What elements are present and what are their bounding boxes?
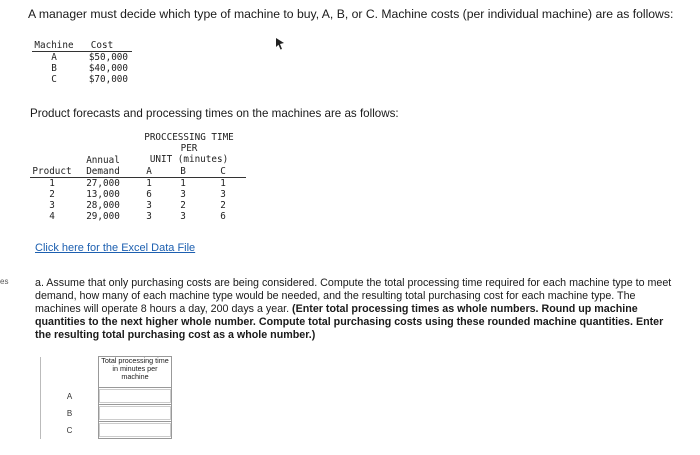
cell: 27,000: [86, 178, 120, 189]
table-row: [41, 405, 172, 422]
mouse-cursor-icon: [272, 37, 286, 51]
cell: 3: [49, 200, 55, 211]
header-annual: Annual: [86, 155, 120, 166]
processing-time-input-a[interactable]: [99, 389, 171, 403]
table-row: [41, 388, 172, 405]
table-row: [30, 211, 246, 222]
cell: 2: [220, 200, 226, 211]
cost-value-cell: $70,000: [88, 74, 128, 85]
cell: 13,000: [86, 189, 120, 200]
header-c: C: [220, 166, 226, 177]
product-table-header: [30, 166, 246, 178]
cell: 6: [220, 211, 226, 222]
cell: 3: [146, 211, 152, 222]
empty-cell: [41, 357, 99, 388]
cell: 1: [146, 178, 152, 189]
table-row: [30, 200, 246, 211]
intro-text: A manager must decide which type of machine to buy, A, B, or C. Machine costs (per individual machine) are as follows:: [28, 7, 674, 21]
cell: 2: [180, 200, 186, 211]
cell: 29,000: [86, 211, 120, 222]
processing-title-line1: PROCCESSING TIME PER: [144, 132, 234, 154]
table-row: [41, 422, 172, 439]
cost-header-machine: Machine: [34, 40, 74, 51]
question-text: [35, 277, 680, 342]
answer-cell: [99, 405, 172, 422]
cost-value-cell: $40,000: [88, 63, 128, 74]
cell: 3: [180, 211, 186, 222]
answer-table-header-row: [41, 357, 172, 388]
product-table-annual-row: [30, 155, 246, 166]
header-a: A: [146, 166, 152, 177]
question-normal: a. Assume that only purchasing costs are being considered. Compute the total processing time required for each machine type to meet demand, how many of each machine type would be needed, and the resulting total purchasing cost for each machine type. The machines will operate 8 hours a day, 200 days a year.: [35, 277, 672, 315]
cell: 28,000: [86, 200, 120, 211]
cell: 1: [220, 178, 226, 189]
cost-machine-cell: C: [51, 74, 57, 85]
answer-cell: [99, 388, 172, 405]
table-row: [30, 189, 246, 200]
product-table: [30, 155, 246, 222]
cell: 6: [146, 189, 152, 200]
answer-table: [40, 356, 172, 439]
cost-value-cell: $50,000: [88, 52, 128, 63]
forecast-text: Product forecasts and processing times on the machines are as follows:: [30, 107, 399, 120]
cell: 1: [180, 178, 186, 189]
answer-cell: [99, 422, 172, 439]
header-product: Product: [32, 166, 72, 177]
cost-header-cost: Cost: [90, 40, 114, 51]
cell: 3: [180, 189, 186, 200]
cost-table-body: [32, 52, 128, 85]
question-instructions: (Enter total processing times as whole numbers. Round up machine quantities to the next higher whole number. Compute total purchasing costs using these rounded machine quantities. Enter the resulting total purchasing cost as a whole number.): [35, 303, 664, 341]
cost-machine-cell: B: [51, 63, 57, 74]
cell: 3: [220, 189, 226, 200]
cell: 4: [49, 211, 55, 222]
row-label-b: B: [41, 405, 99, 422]
processing-time-input-b[interactable]: [99, 406, 171, 420]
header-demand: Demand: [86, 166, 120, 177]
excel-data-file-link[interactable]: Click here for the Excel Data File: [35, 242, 196, 254]
processing-time-input-c[interactable]: [99, 423, 171, 437]
cell: 2: [49, 189, 55, 200]
processing-title-line2: UNIT (minutes): [149, 154, 229, 165]
row-label-a: A: [41, 388, 99, 405]
header-total-processing-time: Total processing time in minutes per machine: [99, 357, 172, 388]
table-row: [30, 178, 246, 189]
cell: 3: [146, 200, 152, 211]
table-row: [32, 52, 128, 63]
cost-table-header: [32, 40, 132, 52]
row-label-c: C: [41, 422, 99, 439]
table-row: [32, 74, 128, 85]
cell: 1: [49, 178, 55, 189]
edge-label: es: [0, 277, 9, 286]
cost-machine-cell: A: [51, 52, 57, 63]
table-row: [32, 63, 128, 74]
header-b: B: [180, 166, 186, 177]
